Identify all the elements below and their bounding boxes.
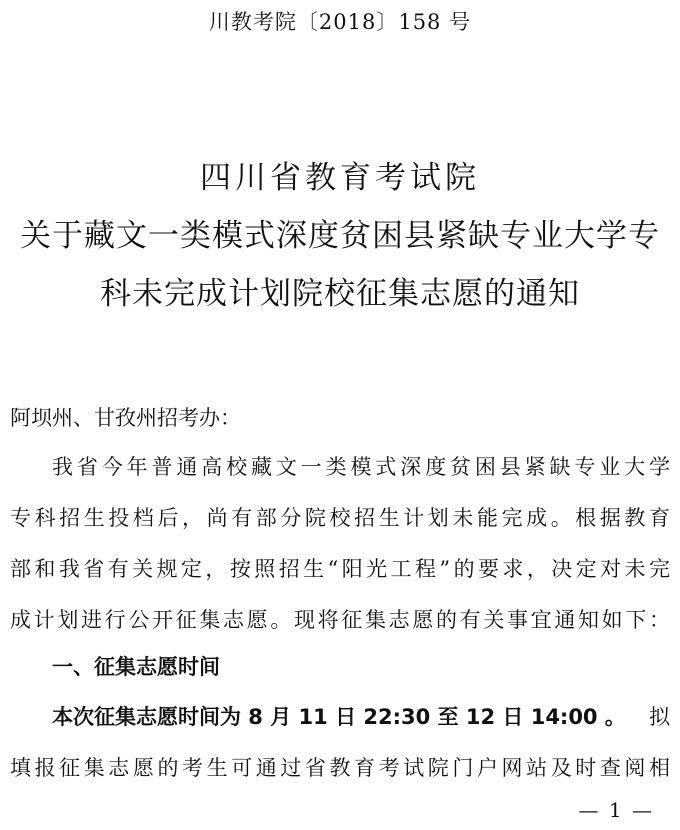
salutation: 阿坝州、甘孜州招考办： [10, 406, 241, 430]
time-statement: 本次征集志愿时间为 8 月 11 日 22:30 至 12 日 14:00 。 [52, 705, 626, 729]
paragraph-line: 我省今年普通高校藏文一类模式深度贫困县紧缺专业大学 [52, 455, 670, 479]
paragraph-line: 部和我省有关规定，按照招生“阳光工程”的要求，决定对未完 [10, 557, 670, 581]
document-number: 川教考院〔2018〕158 号 [208, 10, 472, 34]
paragraph-line: 专科招生投档后，尚有部分院校招生计划未能完成。根据教育 [10, 506, 670, 530]
section-heading: 一、征集志愿时间 [52, 655, 220, 679]
title-line-2: 关于藏文一类模式深度贫困县紧缺专业大学专 [20, 218, 660, 254]
title-line-1: 四川省教育考试院 [200, 160, 480, 196]
paragraph-line: 填报征集志愿的考生可通过省教育考试院门户网站及时查阅相 [10, 756, 670, 780]
paragraph-line: 成计划进行公开征集志愿。现将征集志愿的有关事宜通知如下： [10, 608, 670, 632]
paragraph-line [52, 701, 670, 731]
paragraph-continuation: 拟 [649, 705, 670, 729]
page-number: — 1 — [578, 798, 654, 822]
title-line-3: 科未完成计划院校征集志愿的通知 [100, 276, 580, 312]
